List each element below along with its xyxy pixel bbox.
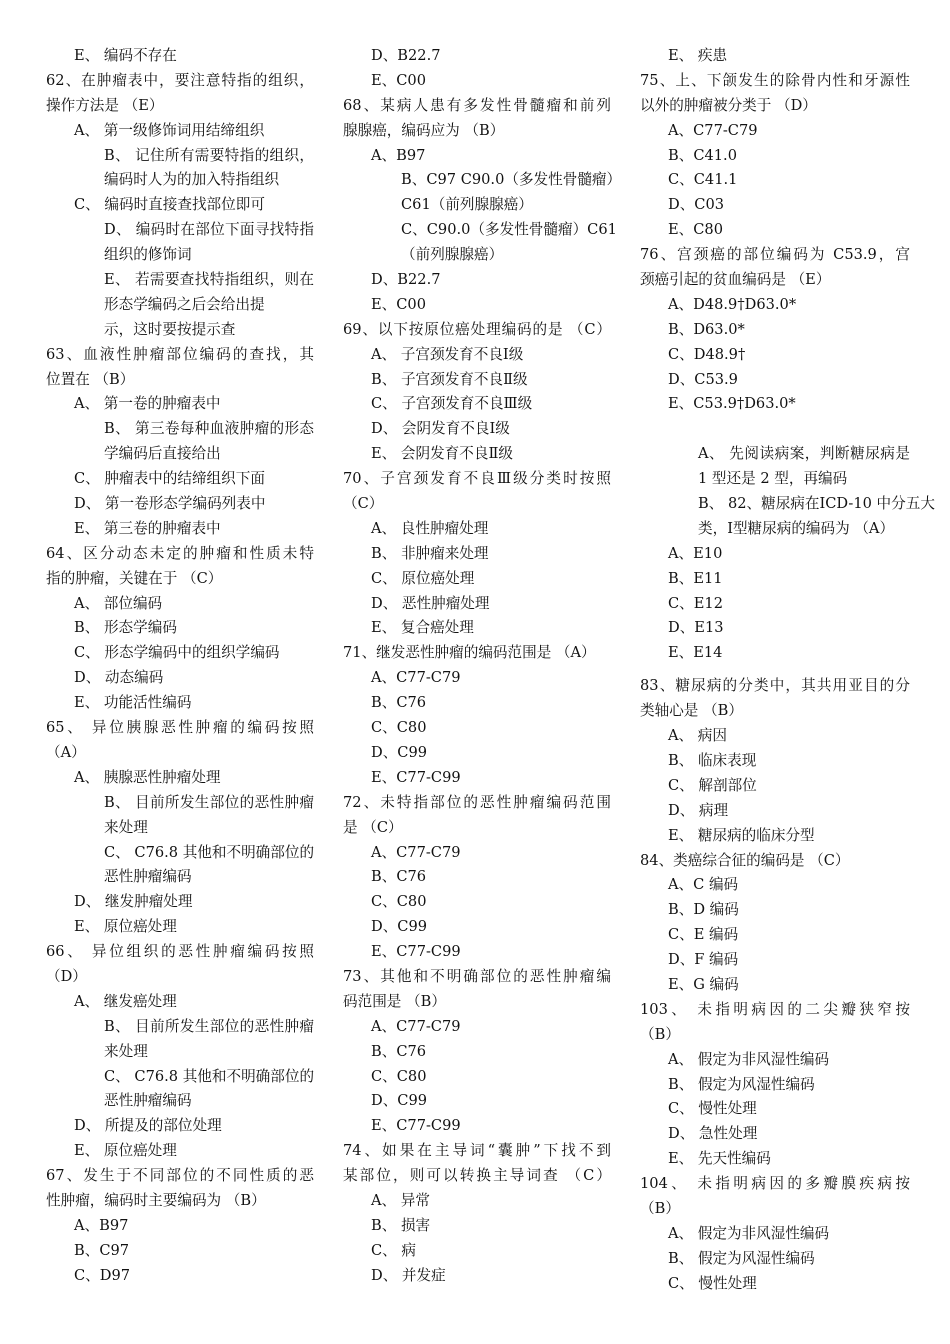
option-text: A、B97	[74, 1216, 129, 1234]
option-text: C、 病	[371, 1241, 416, 1259]
question-text: 73、其他和不明确部位的恶性肿瘤编	[343, 967, 611, 985]
option-text: C、 慢性处理	[668, 1100, 757, 1118]
option-text: A、C77-C79	[371, 669, 461, 687]
question-text: （B）	[640, 1025, 680, 1043]
option-text: B、 目前所发生部位的恶性肿瘤	[104, 1017, 314, 1035]
question-text: 76、宫颈癌的部位编码为 C53.9，宫	[640, 246, 910, 264]
option-text: B、 子宫颈发育不良Ⅱ级	[371, 370, 528, 388]
option-text: E、C77-C99	[371, 1117, 461, 1135]
question-text: 以外的肿瘤被分类于 （D）	[640, 96, 817, 114]
option-text-continued: 来处理	[104, 818, 148, 836]
blank-line	[640, 417, 910, 442]
option-text: D、F 编码	[668, 951, 739, 969]
option-text: C、C80	[371, 893, 427, 911]
question-text: （D）	[46, 967, 87, 985]
option-text: C、 C76.8 其他和不明确部位的	[104, 843, 315, 861]
option-text: E、 功能活性编码	[74, 694, 192, 712]
question-text: （A）	[46, 743, 86, 761]
question-text: 位置在 （B）	[46, 370, 135, 388]
column-left	[46, 44, 314, 1289]
option-text: D、B22.7	[371, 47, 441, 64]
option-text: B、C97 C90.0（多发性骨髓瘤）	[401, 171, 622, 189]
question-text: 67、发生于不同部位的不同性质的恶	[46, 1167, 314, 1185]
option-text: A、C77-C79	[668, 121, 758, 139]
option-text: D、 并发症	[371, 1266, 446, 1284]
question-text: 指的肿瘤，关键在于 （C）	[46, 569, 223, 587]
option-text: D、C99	[371, 743, 428, 761]
option-text: B、 假定为风湿性编码	[668, 1249, 815, 1267]
option-text: E、 若需要查找特指组织，则在	[104, 271, 314, 289]
option-text: A、 假定为非风湿性编码	[668, 1224, 830, 1242]
option-text: B、C76	[371, 694, 427, 712]
option-text: A、C77-C79	[371, 843, 461, 861]
option-text: E、C00	[371, 71, 426, 89]
option-text-continued: 1 型还是 2 型，再编码	[698, 470, 848, 488]
option-text: D、 动态编码	[74, 669, 164, 687]
option-text: E、 编码不存在	[74, 47, 177, 64]
option-text-continued: C61（前列腺腺癌）	[401, 196, 533, 214]
option-text: D、 所提及的部位处理	[74, 1117, 222, 1135]
option-text: A、 病因	[668, 727, 727, 745]
option-text: E、 会阴发育不良Ⅱ级	[371, 445, 513, 463]
option-text: D、B22.7	[371, 271, 441, 289]
option-text-continued: 形态学编码之后会给出提	[104, 295, 265, 313]
option-text-continued: 组织的修饰词	[104, 246, 192, 264]
option-text: D、C53.9	[668, 370, 738, 388]
option-text: A、B97	[371, 146, 426, 164]
option-text: B、 第三卷每种血液肿瘤的形态	[104, 420, 314, 438]
option-text: C、D97	[74, 1266, 131, 1284]
option-text: B、 非肿瘤来处理	[371, 544, 489, 562]
option-text-continued: 学编码后直接给出	[104, 445, 221, 463]
option-text: E、 原位癌处理	[74, 918, 177, 936]
question-text: 腺腺癌，编码应为 （B）	[343, 121, 505, 139]
option-text: C、E 编码	[668, 926, 739, 944]
question-text: 性肿瘤，编码时主要编码为 （B）	[46, 1191, 266, 1209]
option-text: D、 急性处理	[668, 1125, 758, 1143]
option-text: B、D63.0*	[668, 320, 745, 338]
option-text: E、 第三卷的肿瘤表中	[74, 519, 221, 537]
option-text: E、C53.9†D63.0*	[668, 395, 796, 413]
option-text: E、 疾患	[668, 47, 728, 64]
question-text: 69、以下按原位癌处理编码的是 （C）	[343, 320, 611, 338]
option-text: B、D 编码	[668, 901, 739, 919]
question-text: 颈癌引起的贫血编码是 （E）	[640, 271, 831, 289]
option-text: B、 形态学编码	[74, 619, 177, 637]
option-text: D、 病理	[668, 801, 729, 819]
question-text: 68、某病人患有多发性骨髓瘤和前列	[343, 96, 611, 114]
question-text: 104、 未指明病因的多瓣膜疾病按	[640, 1175, 910, 1193]
option-text: A、 继发癌处理	[74, 992, 177, 1010]
option-text: B、E11	[668, 569, 723, 587]
option-text: E、C77-C99	[371, 768, 461, 786]
option-text: E、C00	[371, 295, 426, 313]
option-text: E、 原位癌处理	[74, 1142, 177, 1160]
option-text: D、 第一卷形态学编码列表中	[74, 495, 266, 513]
question-text: 72、未特指部位的恶性肿瘤编码范围	[343, 793, 611, 811]
option-text: B、 记住所有需要特指的组织，	[104, 146, 314, 164]
option-text: A、 子宫颈发育不良Ⅰ级	[371, 345, 524, 363]
option-text: E、G 编码	[668, 975, 739, 993]
question-text: 是 （C）	[343, 818, 403, 836]
option-text: A、D48.9†D63.0*	[668, 295, 797, 313]
option-text: D、 编码时在部位下面寻找特指	[104, 221, 314, 239]
option-text: D、C99	[371, 1092, 428, 1110]
option-text: B、C97	[74, 1241, 130, 1259]
option-text: A、 异常	[371, 1191, 430, 1209]
column-middle	[343, 44, 622, 1289]
question-text: 66、 异位组织的恶性肿瘤编码按照	[46, 943, 314, 961]
option-text: E、 复合癌处理	[371, 619, 474, 637]
option-text: A、 假定为非风湿性编码	[668, 1050, 830, 1068]
option-text: E、 先天性编码	[668, 1150, 771, 1168]
option-text: C、C41.1	[668, 171, 738, 189]
option-text-continued: 示，这时要按提示查	[104, 320, 236, 338]
option-text-continued: 编码时人为的加入特指组织	[104, 171, 280, 189]
option-text-continued: 类，Ⅰ型糖尿病的编码为 （A）	[698, 519, 895, 537]
option-text: D、 继发肿瘤处理	[74, 893, 193, 911]
option-text: C、 原位癌处理	[371, 569, 475, 587]
option-text: B、 临床表现	[668, 751, 757, 769]
option-text: D、 会阴发育不良Ⅰ级	[371, 420, 510, 438]
question-text: 71、继发恶性肿瘤的编码范围是 （A）	[343, 644, 596, 662]
option-text: C、 C76.8 其他和不明确部位的	[104, 1067, 315, 1085]
option-text-continued: 来处理	[104, 1042, 148, 1060]
option-text: E、 糖尿病的临床分型	[668, 826, 815, 844]
option-text: C、 编码时直接查找部位即可	[74, 196, 265, 214]
option-text: A、 良性肿瘤处理	[371, 519, 489, 537]
question-text: 65、 异位胰腺恶性肿瘤的编码按照	[46, 719, 314, 737]
spacer	[640, 666, 910, 674]
option-text: C、E12	[668, 594, 723, 612]
question-text: 70、子宫颈发育不良Ⅲ级分类时按照	[343, 470, 611, 488]
option-text: C、D48.9†	[668, 345, 746, 363]
question-text: （C）	[343, 495, 384, 513]
option-text: A、 先阅读病案，判断糖尿病是	[698, 445, 910, 463]
option-text: A、 第一卷的肿瘤表中	[74, 395, 221, 413]
option-text: D、C03	[668, 196, 725, 214]
option-text: E、C80	[668, 221, 723, 239]
option-text: C、 子宫颈发育不良Ⅲ级	[371, 395, 533, 413]
question-text: 103、 未指明病因的二尖瓣狭窄按	[640, 1000, 910, 1018]
option-text: C、 形态学编码中的组织学编码	[74, 644, 280, 662]
question-text: （B）	[640, 1199, 680, 1217]
option-text: C、C80	[371, 719, 427, 737]
option-text: C、C90.0（多发性骨髓瘤）C61	[401, 221, 617, 239]
option-text: C、 慢性处理	[668, 1274, 757, 1292]
option-text: A、E10	[668, 544, 723, 562]
question-text: 码范围是 （B）	[343, 992, 446, 1010]
option-text: B、 假定为风湿性编码	[668, 1075, 815, 1093]
option-text-continued: 恶性肿瘤编码	[104, 1092, 192, 1110]
option-text: D、 恶性肿瘤处理	[371, 594, 490, 612]
option-text: D、E13	[668, 619, 724, 637]
option-text: D、C99	[371, 918, 428, 936]
option-text: B、 82、糖尿病在ICD-10 中分五大	[698, 495, 935, 513]
option-text-continued: 恶性肿瘤编码	[104, 868, 192, 886]
option-text: B、 损害	[371, 1216, 431, 1234]
option-text: C、 解剖部位	[668, 776, 757, 794]
question-text: 类轴心是 （B）	[640, 702, 743, 720]
option-text: E、C77-C99	[371, 943, 461, 961]
option-text: A、 部位编码	[74, 594, 163, 612]
option-text: E、E14	[668, 644, 723, 662]
option-text: A、 第一级修饰词用结缔组织	[74, 121, 265, 139]
question-text: 某部位，则可以转换主导词查 （C）	[343, 1167, 611, 1185]
option-text: B、C41.0	[668, 146, 737, 164]
question-text: 84、类癌综合征的编码是 （C）	[640, 851, 850, 869]
option-text: A、C77-C79	[371, 1017, 461, 1035]
question-text: 74、如果在主导词“囊肿”下找不到	[343, 1142, 611, 1160]
option-text: C、C80	[371, 1067, 427, 1085]
question-text: 75、上、下颌发生的除骨内性和牙源性	[640, 71, 910, 89]
option-text: B、C76	[371, 868, 427, 886]
option-text: B、 目前所发生部位的恶性肿瘤	[104, 793, 314, 811]
option-text-continued: （前列腺腺癌）	[401, 246, 504, 264]
question-text: 操作方法是 （E）	[46, 96, 164, 114]
option-text: A、 胰腺恶性肿瘤处理	[74, 768, 221, 786]
column-right	[640, 44, 935, 1297]
question-text: 64、区分动态未定的肿瘤和性质未特	[46, 544, 314, 562]
question-text: 83、糖尿病的分类中，其共用亚目的分	[640, 677, 910, 695]
question-text: 63、血液性肿瘤部位编码的查找，其	[46, 345, 314, 363]
question-text: 62、在肿瘤表中，要注意特指的组织，	[46, 71, 314, 89]
option-text: B、C76	[371, 1042, 427, 1060]
option-text: A、C 编码	[668, 876, 739, 894]
option-text: C、 肿瘤表中的结缔组织下面	[74, 470, 265, 488]
